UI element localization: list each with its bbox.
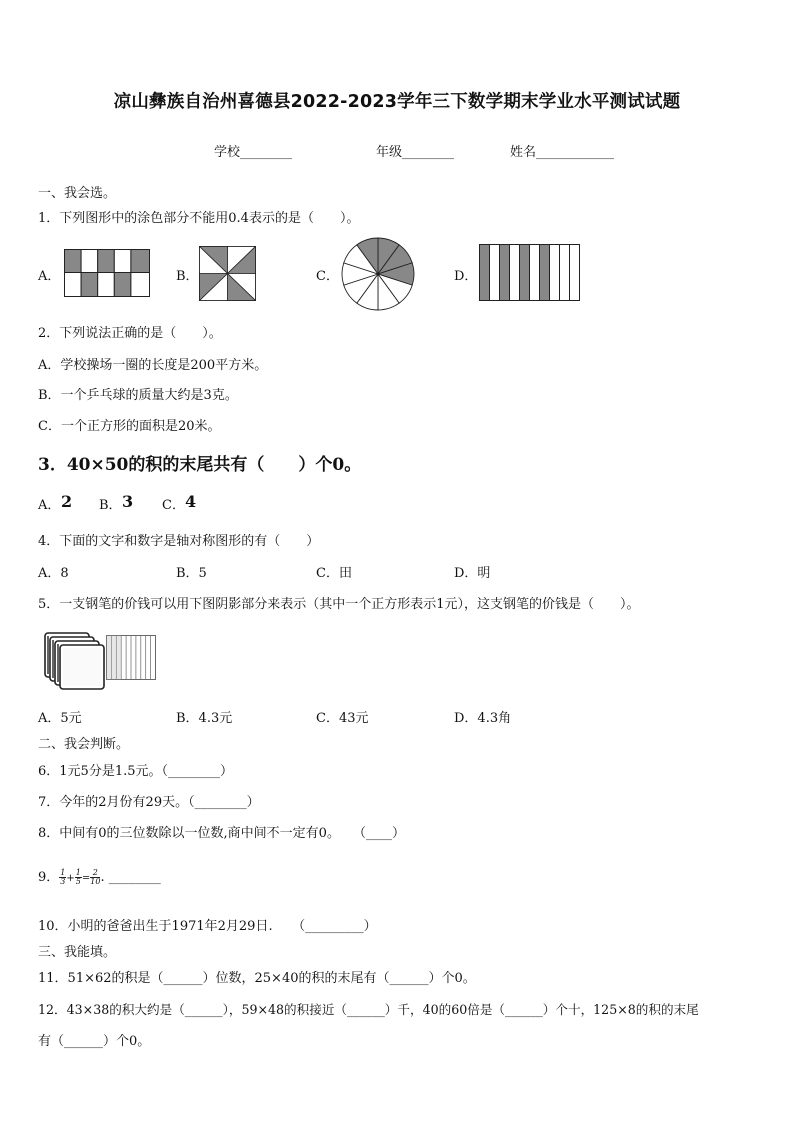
q4-option-d: D．明 [454,566,491,581]
question-10: 10．小明的爸爸出生于1971年2月29日. （_________） [38,919,377,934]
page-title: 凉山彝族自治州喜德县2022-2023学年三下数学期末学业水平测试试题 [113,92,681,112]
q1-option-c-label: C． [316,269,339,284]
q9-f2-numerator: 1 [75,868,81,877]
q1-figure-d [479,244,580,301]
q1-option-a-label: A． [38,269,61,284]
question-8: 8．中间有0的三位数除以一位数,商中间不一定有0。 （____） [38,826,405,841]
q1-option-d-label: D． [454,269,478,284]
q3-option-b-value: 3 [122,492,134,511]
q5-figure-strips [106,635,156,680]
q4-option-a: A．8 [38,566,69,581]
q5-option-d: D．4.3角 [454,711,512,726]
q3-option-c-label: C． [162,498,185,513]
q2-option-c: C．一个正方形的面积是20米。 [38,419,221,434]
q9-equals: = [81,873,91,884]
section-heading-3: 三、我能填。 [38,945,117,960]
question-7: 7．今年的2月份有29天。（________） [38,795,260,810]
q9-f3-numerator: 2 [90,869,100,878]
q3-option-b-label: B． [99,498,122,513]
q9-answer-blank: . ________ [100,870,161,885]
q5-option-b: B．4.3元 [176,711,233,726]
q4-option-b: B．5 [176,566,207,581]
q3-option-c-value: 4 [185,492,197,511]
question-4-stem: 4．下面的文字和数字是轴对称图形的有（ ） [38,534,320,549]
q2-option-b: B．一个乒乓球的质量大约是3克。 [38,388,238,403]
q5-option-c: C．43元 [316,711,369,726]
section-heading-2: 二、我会判断。 [38,737,130,752]
q9-f1-numerator: 1 [60,868,66,877]
q9-f2-denominator: 5 [75,877,81,886]
q2-option-a: A．学校操场一圈的长度是200平方米。 [38,358,268,373]
question-5-stem: 5．一支钢笔的价钱可以用下图阴影部分来表示（其中一个正方形表示1元），这支钢笔的价钱是（ ）。 [38,597,640,612]
q5-option-a: A．5元 [38,711,82,726]
q3-option-a-value: 2 [61,492,73,511]
question-2-stem: 2．下列说法正确的是（ ）。 [38,326,222,341]
q9-fraction-2 [75,869,82,886]
q9-f3-denominator: 10 [90,877,101,886]
q9-plus: + [66,873,75,884]
q1-figure-a [64,249,150,297]
question-9 [38,866,161,886]
q3-option-a-label: A． [38,498,61,513]
question-12-line-1: 12．43×38的积大约是（______），59×48的积接近（______）千，40的60倍是（______）个十，125×8的积的末尾 [38,1002,699,1017]
q1-figure-b [199,246,256,301]
q4-option-c: C．田 [316,566,352,581]
question-3-stem: 3．40×50的积的末尾共有（ ）个0。 [38,455,362,475]
q5-figure-stacked-squares [42,630,108,692]
q9-f1-denominator: 3 [60,877,66,886]
q1-figure-c [341,237,415,311]
school-field: 学校________ [214,145,293,160]
q1-option-b-label: B． [176,269,199,284]
question-1-stem: 1．下列图形中的涂色部分不能用0.4表示的是（ ）。 [38,211,360,226]
name-field: 姓名____________ [510,145,615,160]
question-6: 6．1元5分是1.5元。（________） [38,764,233,779]
question-12-line-2: 有（______）个0。 [38,1034,151,1049]
section-heading-1: 一、我会选。 [38,186,117,201]
q9-fraction-3 [90,869,100,886]
grade-field: 年级________ [376,145,455,160]
q9-number: 9． [38,870,60,885]
question-11: 11．51×62的积是（______）位数，25×40的积的末尾有（______）个0。 [38,971,476,986]
